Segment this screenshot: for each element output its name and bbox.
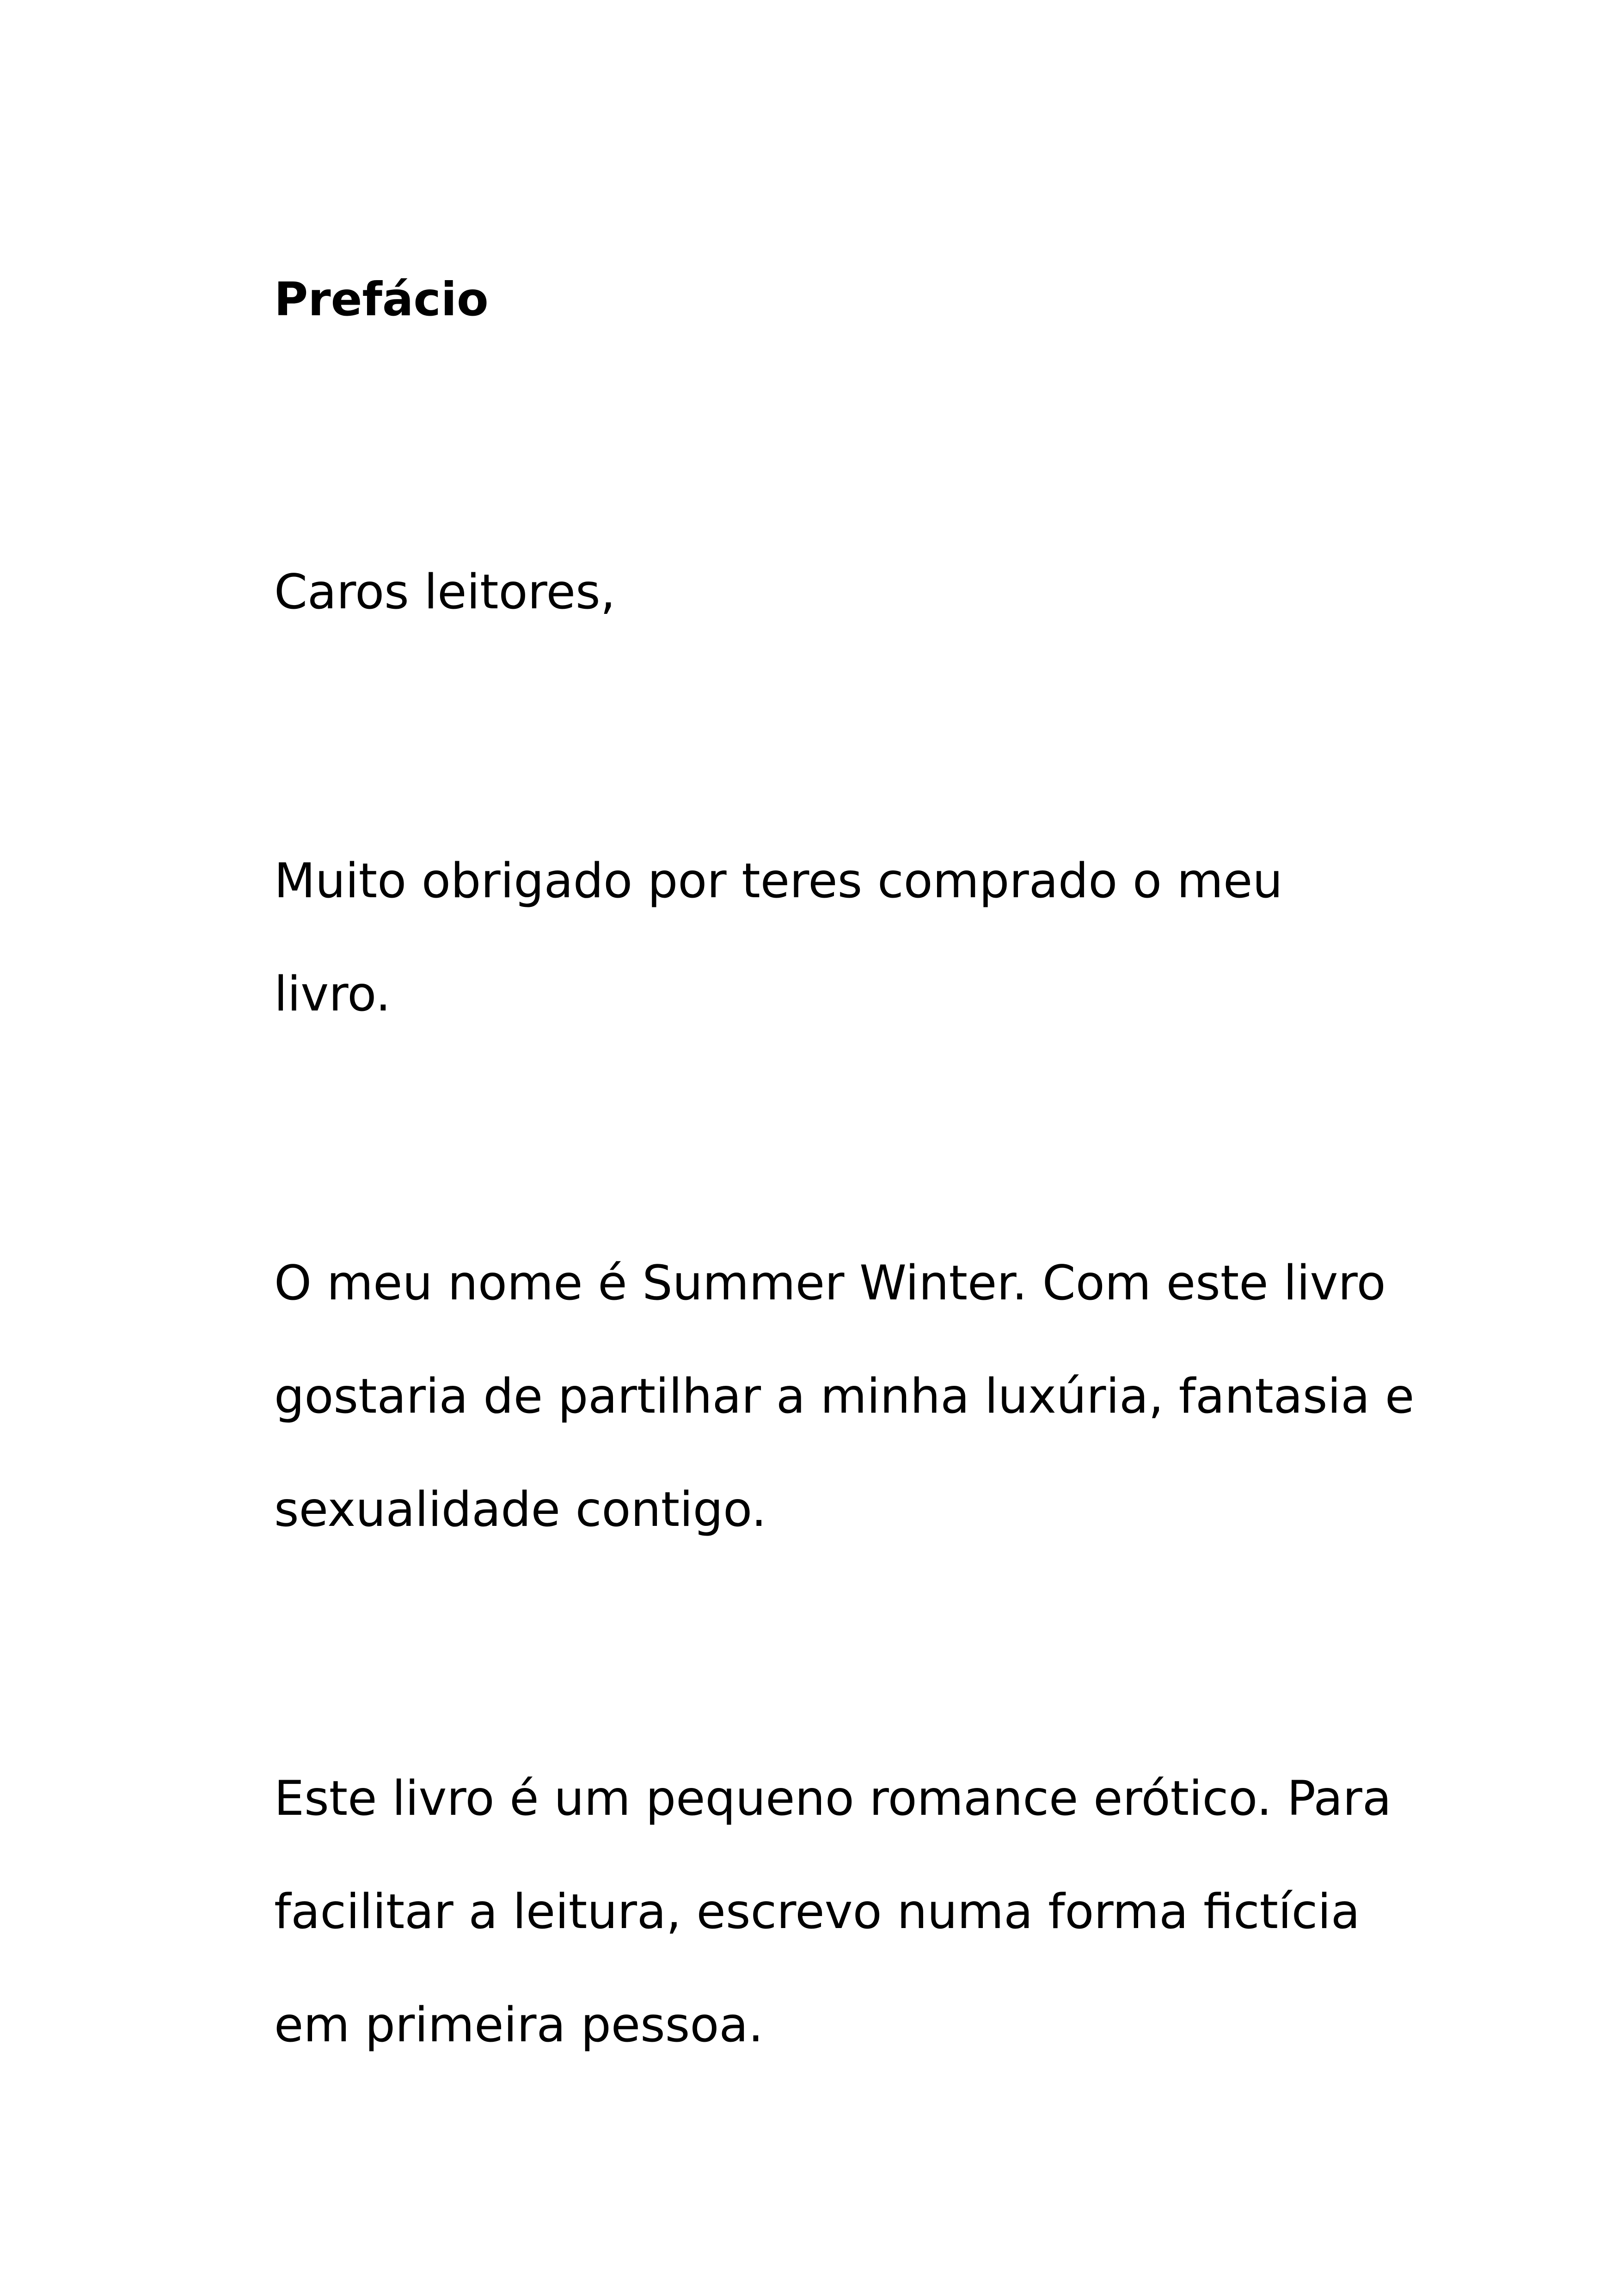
paragraph-line: facilitar a leitura, escrevo numa forma fictícia (274, 1884, 1360, 1940)
paragraph-line: O meu nome é Summer Winter. Com este livro (274, 1255, 1386, 1311)
greeting: Caros leitores, (274, 564, 616, 620)
paragraph-line: Muito obrigado por teres comprado o meu (274, 853, 1283, 909)
paragraph-line: livro. (274, 967, 391, 1022)
paragraph-line: sexualidade contigo. (274, 1482, 767, 1537)
paragraph-line: gostaria de partilhar a minha luxúria, fantasia e (274, 1369, 1415, 1424)
paragraph-line: em primeira pessoa. (274, 1997, 764, 2053)
paragraph-line: Este livro é um pequeno romance erótico. Para (274, 1771, 1391, 1826)
page-title: Prefácio (274, 272, 489, 326)
